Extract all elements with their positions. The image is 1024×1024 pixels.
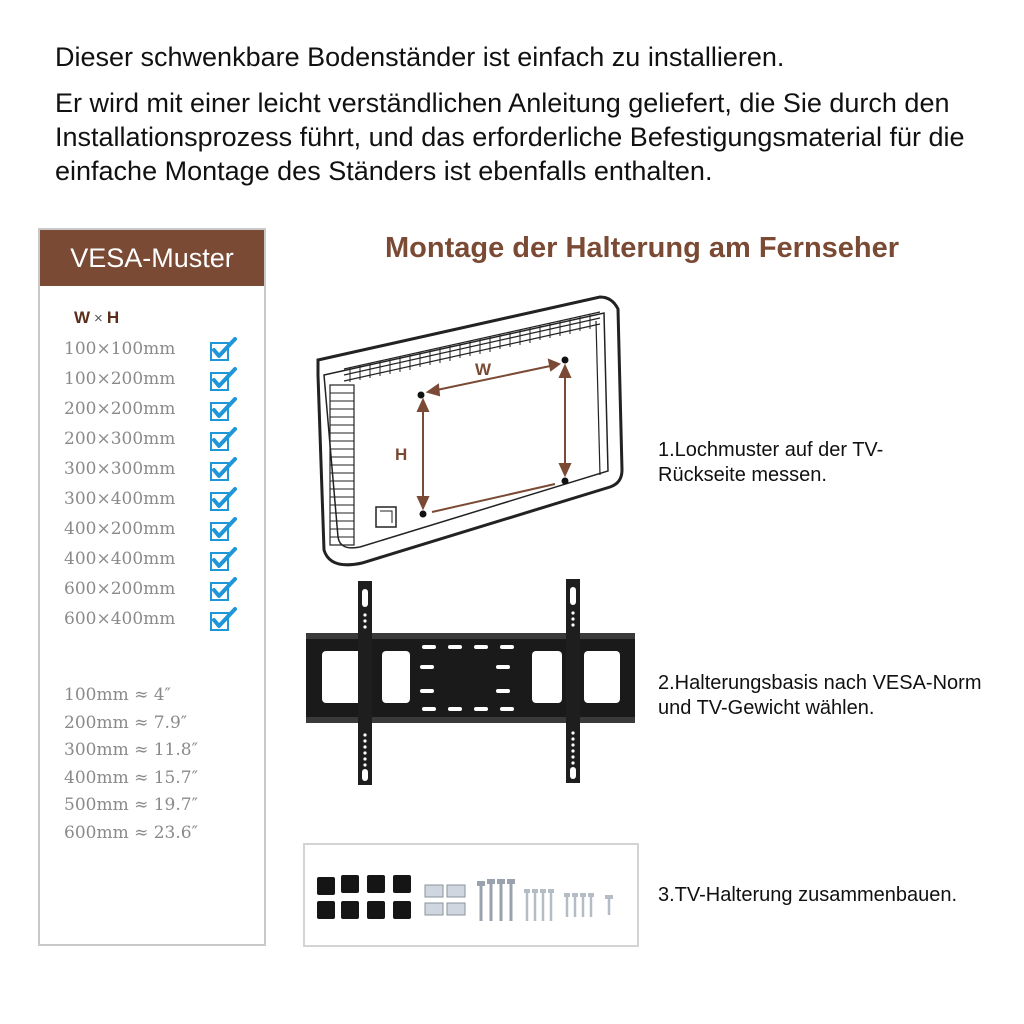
vesa-panel-header: VESA-Muster [40, 230, 264, 286]
inch-conversion-list [64, 682, 198, 847]
inch-conversion-row: 100mm ≈ 4″ [64, 685, 171, 705]
wall-bracket-illustration [300, 575, 645, 790]
times-sign: × [94, 310, 103, 327]
vesa-size-row [64, 604, 238, 634]
vesa-size-label: 400×400mm [64, 549, 176, 569]
checkbox-check-icon [210, 547, 238, 571]
inch-conversion-row: 200mm ≈ 7.9″ [64, 712, 188, 733]
vesa-size-label: 200×300mm [64, 429, 176, 449]
tv-h-label: H [395, 445, 408, 464]
wh-label [74, 308, 119, 328]
h-label: H [106, 308, 120, 327]
hardware-kit-box [303, 843, 639, 947]
vesa-size-label: 600×200mm [64, 579, 176, 599]
vesa-size-label: 600×400mm [64, 609, 176, 629]
checkbox-check-icon [210, 367, 238, 391]
vesa-size-row [64, 544, 238, 574]
tv-back-diagram [300, 285, 640, 580]
intro-text [55, 40, 1005, 188]
vesa-size-row [64, 484, 238, 514]
vesa-size-list [64, 334, 238, 634]
step-2-text: 2.Halterungsbasis nach VESA-Norm und TV-Gewicht wählen. [658, 672, 982, 719]
inch-conversion-row: 400mm ≈ 15.7″ [64, 767, 198, 788]
vesa-size-row [64, 334, 238, 364]
vesa-size-row [64, 454, 238, 484]
inch-conversion-row: 300mm ≈ 11.8″ [64, 740, 198, 760]
checkbox-check-icon [210, 397, 238, 421]
checkbox-check-icon [210, 457, 238, 481]
vesa-panel [38, 228, 266, 946]
intro-line-2: Er wird mit einer leicht verständlichen Anleitung geliefert, die Sie durch den Installationsprozess führt, und das erforderliche Befestigungsmaterial für die einfache Montage des Ständers ist ebenfalls enthalten. [55, 88, 965, 186]
checkbox-check-icon [210, 607, 238, 631]
intro-line-1: Dieser schwenkbare Bodenständer ist einfach zu installieren. [55, 42, 785, 72]
vesa-size-row [64, 424, 238, 454]
w-label: W [74, 308, 91, 327]
tv-back-illustration [300, 285, 640, 575]
vesa-size-row [64, 394, 238, 424]
checkbox-check-icon [210, 427, 238, 451]
vesa-size-label: 300×400mm [64, 489, 176, 509]
step-3-text: 3.TV-Halterung zusammenbauen. [658, 884, 958, 906]
inch-conversion-row: 500mm ≈ 19.7″ [64, 795, 198, 815]
vesa-size-row [64, 514, 238, 544]
vesa-size-row [64, 364, 238, 394]
vesa-size-label: 200×200mm [64, 399, 176, 419]
section-title: Montage der Halterung am Fernseher [385, 232, 900, 264]
step-1-text: 1.Lochmuster auf der TV-Rückseite messen. [658, 439, 884, 486]
bracket-diagram [300, 575, 645, 795]
checkbox-check-icon [210, 577, 238, 601]
hardware-kit-illustration [305, 845, 637, 945]
vesa-size-label: 100×100mm [64, 339, 176, 359]
inch-conversion-row: 600mm ≈ 23.6″ [64, 822, 198, 843]
checkbox-check-icon [210, 517, 238, 541]
vesa-size-row [64, 574, 238, 604]
checkbox-check-icon [210, 487, 238, 511]
tv-w-label: W [475, 360, 492, 379]
checkbox-check-icon [210, 337, 238, 361]
vesa-size-label: 400×200mm [64, 519, 176, 539]
vesa-size-label: 100×200mm [64, 369, 176, 389]
vesa-size-label: 300×300mm [64, 459, 176, 479]
